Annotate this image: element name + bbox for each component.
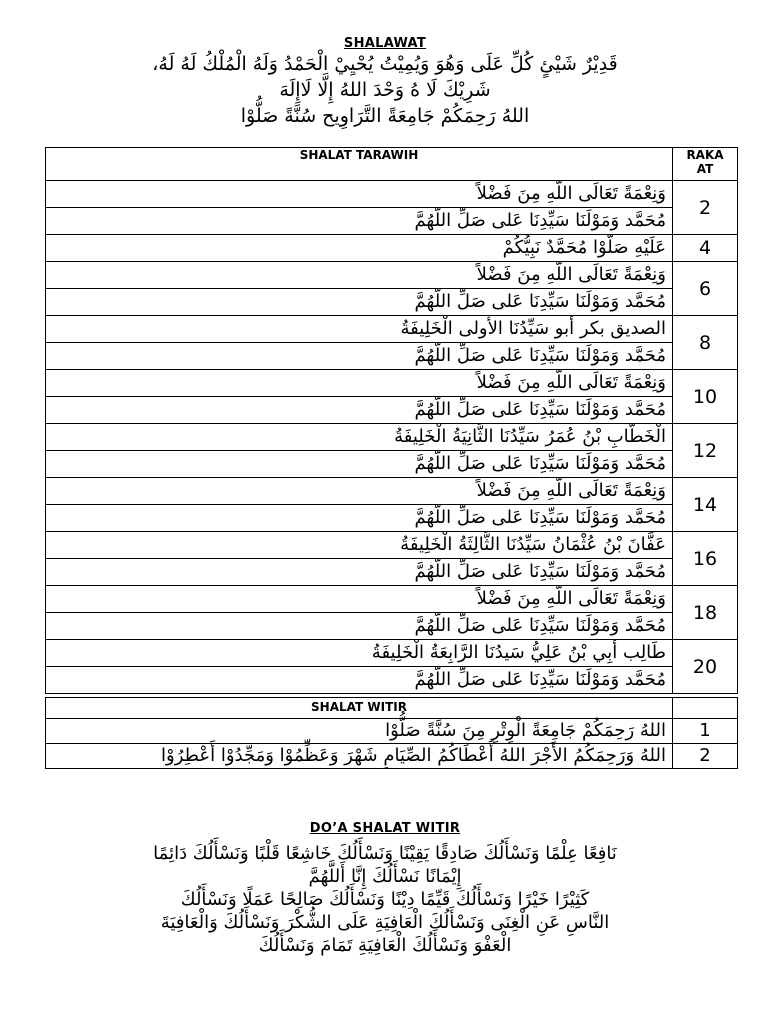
table-row (46, 640, 738, 667)
witir-line: اللهُ وَرَحِمَكُمُ الأَجْرَ اللهُ أَعْطَاكُمُ الصِّيَامِ شَهْرَ وَعَظِّمُوْا وَمَجِّدُوْا أَعْطِرُوْا (46, 744, 673, 769)
table-row (46, 667, 738, 694)
tarawih-line: وَنِعْمَةً تَعَالَى اللَّهِ مِنَ فَضْلاً (46, 478, 673, 505)
tarawih-line: مُحَمَّد وَمَوْلَنَا سَيِّدِنَا عَلى صَلِّ اللَّهُمَّ (46, 667, 673, 694)
tarawih-line: مُحَمَّد وَمَوْلَنَا سَيِّدِنَا عَلى صَلِّ اللَّهُمَّ (46, 559, 673, 586)
tarawih-line: مُحَمَّد وَمَوْلَنَا سَيِّدِنَا عَلى صَلِّ اللَّهُمَّ (46, 208, 673, 235)
table-row (46, 262, 738, 289)
tarawih-header: SHALAT TARAWIH (46, 148, 673, 181)
rakaat-count: 10 (673, 370, 738, 424)
tarawih-line: عَلَيْهِ صَلُّوْا مُحَمَّدٌ نَبِيُّكُمْ (46, 235, 673, 262)
tarawih-line: مُحَمَّد وَمَوْلَنَا سَيِّدِنَا عَلى صَلِّ اللَّهُمَّ (46, 451, 673, 478)
doa-line-4: النَّاسِ عَنِ الْغِنَى وَنَسْأَلُكَ الْعَافِيَةِ عَلَى الشُّكْرَ وَنَسْأَلُكَ وَالْعَافِيَةَ (160, 912, 610, 933)
table-row (46, 370, 738, 397)
rakaat-count: 4 (673, 235, 738, 262)
witir-header: SHALAT WITIR (46, 698, 673, 719)
witir-rakaat-header (673, 698, 738, 719)
tarawih-line: مُحَمَّد وَمَوْلَنَا سَيِّدِنَا عَلى صَلِّ اللَّهُمَّ (46, 343, 673, 370)
tarawih-line: وَنِعْمَةً تَعَالَى اللَّهِ مِنَ فَضْلاً (46, 181, 673, 208)
table-row (46, 586, 738, 613)
rakaat-count: 2 (673, 181, 738, 235)
witir-line: اللهُ رَحِمَكُمْ جَامِعَةً الْوِتْرِ مِنَ سُنَّةً صَلُّوْا (46, 719, 673, 744)
table-row (46, 719, 738, 744)
shalawat-section (40, 36, 730, 129)
table-row (46, 289, 738, 316)
doa-line-2: إِيْمَانًا نَسْأَلُكَ إِنَّا أَللَّهُمَّ (308, 866, 462, 887)
shalawat-line-3: اللهُ رَحِمَكُمْ جَامِعَةً التَّرَاوِيح سُنَّةً صَلُّوْا (240, 105, 530, 127)
rakaat-count: 18 (673, 586, 738, 640)
tarawih-line: طَالِب أَبِي بْنُ عَلِيُّ سَيدُنَا الرَّابِعَةُ الْخَلِيفَةُ (46, 640, 673, 667)
rakaat-count: 14 (673, 478, 738, 532)
table-row (46, 343, 738, 370)
tarawih-line: عَفَّانَ بْنُ عُثْمَانُ سَيِّدُنَا الثَّالِثَةُ الْخَلِيفَةُ (46, 532, 673, 559)
rakaat-header: RAKA AT (673, 148, 738, 181)
table-row (46, 744, 738, 769)
doa-heading: DO’A SHALAT WITIR (309, 821, 461, 836)
tarawih-line: الصديق بكر أبو سَيِّدُنَا الأولى الْخَلِيفَةُ (46, 316, 673, 343)
tarawih-line: الْخَطَّابِ بْنُ عُمَرُ سَيِّدُنَا الثَّانِيَةُ الْخَلِيفَةُ (46, 424, 673, 451)
tarawih-line: مُحَمَّد وَمَوْلَنَا سَيِّدِنَا عَلى صَلِّ اللَّهُمَّ (46, 289, 673, 316)
table-row (46, 424, 738, 451)
table-row (46, 532, 738, 559)
table-row (46, 397, 738, 424)
shalawat-line-2: شَرِيْكَ لَا هُ وَحْدَ اللهُ إِلَّا لَاإِلَهَ (279, 79, 491, 101)
doa-line-3: كَثِيْرًا خَيْرًا وَنَسْأَلُكَ قَيِّمًا دِيْنًا وَنَسْأَلُكَ صَالِحًا عَمَلًا وَنَسْأَلُكَ (180, 889, 590, 910)
rakaat-count: 12 (673, 424, 738, 478)
tarawih-line: وَنِعْمَةً تَعَالَى اللَّهِ مِنَ فَضْلاً (46, 586, 673, 613)
rakaat-count: 1 (673, 719, 738, 744)
table-row (46, 559, 738, 586)
table-row (46, 181, 738, 208)
tarawih-line: مُحَمَّد وَمَوْلَنَا سَيِّدِنَا عَلى صَلِّ اللَّهُمَّ (46, 613, 673, 640)
doa-line-1: نَافِعًا عِلْمًا وَنَسْأَلُكَ صَادِقًا يَقِيْنًا وَنَسْأَلُكَ خَاشِعًا قَلْبًا وَنَسْأَلُكَ دَائِمًا (153, 843, 617, 864)
table-row (46, 451, 738, 478)
shalawat-heading: SHALAWAT (343, 36, 427, 51)
rakaat-count: 2 (673, 744, 738, 769)
shalawat-line-1: قَدِيْرٌ شَيْئٍ كُلِّ عَلَى وَهُوَ وَيُمِيْتُ يُحْيِيْ الْحَمْدُ وَلَهُ الْمُلْكُ لَهُ لَهُ، (152, 53, 618, 75)
table-row (46, 613, 738, 640)
tarawih-line: مُحَمَّد وَمَوْلَنَا سَيِّدِنَا عَلى صَلِّ اللَّهُمَّ (46, 397, 673, 424)
tarawih-line: مُحَمَّد وَمَوْلَنَا سَيِّدِنَا عَلى صَلِّ اللَّهُمَّ (46, 505, 673, 532)
witir-table (45, 697, 738, 769)
rakaat-count: 6 (673, 262, 738, 316)
rakaat-count: 20 (673, 640, 738, 694)
rakaat-count: 16 (673, 532, 738, 586)
table-row (46, 235, 738, 262)
tarawih-line: وَنِعْمَةً تَعَالَى اللَّهِ مِنَ فَضْلاً (46, 262, 673, 289)
rakaat-count: 8 (673, 316, 738, 370)
doa-section (40, 820, 730, 957)
doa-line-5: الْعَفْوَ وَنَسْأَلُكَ الْعَافِيَةِ تَمَامَ وَنَسْأَلُكَ (258, 935, 512, 956)
table-row (46, 505, 738, 532)
tarawih-table (45, 147, 738, 694)
table-row (46, 478, 738, 505)
table-row (46, 208, 738, 235)
tarawih-line: وَنِعْمَةً تَعَالَى اللَّهِ مِنَ فَضْلاً (46, 370, 673, 397)
table-row (46, 316, 738, 343)
